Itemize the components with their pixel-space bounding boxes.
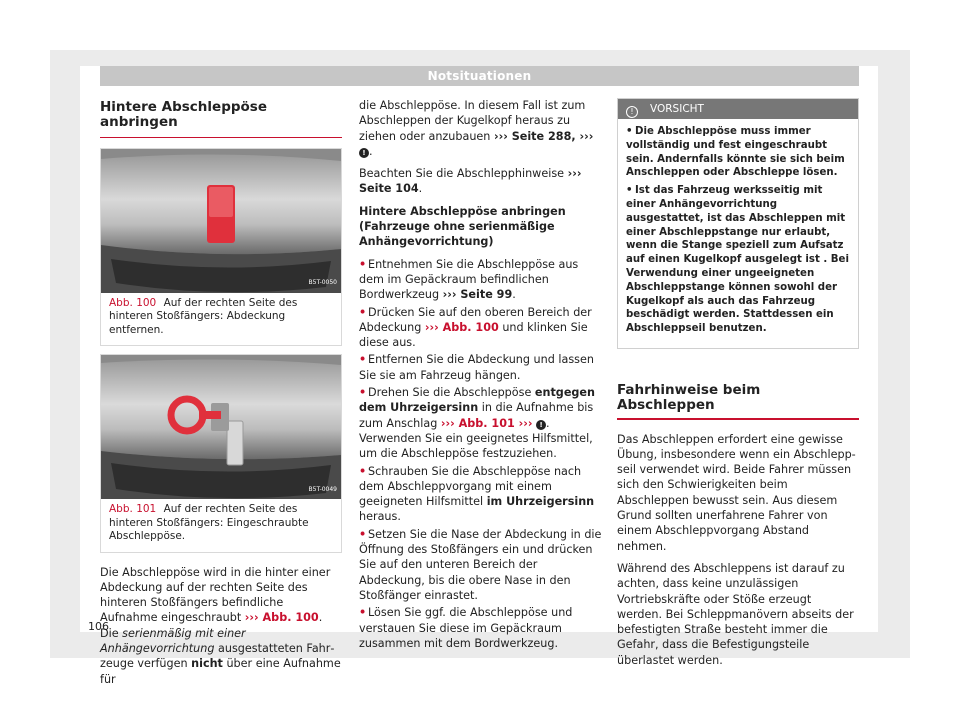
bullet-icon: • xyxy=(626,126,633,137)
towing-eye-illustration xyxy=(101,355,341,499)
body-paragraph: Während des Abschleppens ist darauf zu achten, dass keine unzulässigen Vortriebskräfte oder Stöße erzeugt werden. Bei Schleppmanövern abseits der befestigten Straße besteht immer die Gefahr, dass die Befestigungsteile überlastet werden. xyxy=(617,561,854,667)
section-title: Fahrhinweise beim Abschleppen xyxy=(617,377,859,420)
bullet-icon: • xyxy=(626,185,633,197)
text-run: nicht xyxy=(191,657,223,671)
bullet-icon: • xyxy=(359,353,367,367)
text-run: Schrauben Sie die Abschleppöse nach dem Abschleppvorgang mit einem geeigneten Hilfsmittel xyxy=(359,464,582,509)
caution-body xyxy=(618,119,858,348)
text-run: Entfernen Sie die Abdeckung und lassen Sie sie am Fahrzeug hängen. xyxy=(359,353,594,382)
bullet-icon: • xyxy=(359,606,367,620)
bullet-icon: • xyxy=(359,257,367,271)
figure-caption-text: Auf der rechten Seite des hinteren Stoßfängers: Abdeckung entfernen. xyxy=(109,296,298,336)
page-number: 106 xyxy=(88,620,109,633)
bullet-icon: • xyxy=(359,386,367,400)
bullet-item xyxy=(359,352,604,383)
text-run: . Die xyxy=(100,611,323,640)
text-run: Ist das Fahrzeug werksseitig mit einer Anhängevorrichtung ausgestattet, ist das Abschleppen mit einer Abschleppstange nur erlaubt, wenn die Stange speziell zum Aufsatz auf einen Kugelkopf ausgelegt ist . Bei Verwendung einer ungeeigneten Abschleppstange können sowohl der Kugelkopf als auch das Fahrzeug beschädigt werden. Stattdessen ein Abschleppseil benutzen. xyxy=(626,185,849,335)
figure-label: Abb. 101 xyxy=(109,503,157,516)
body-paragraph xyxy=(100,565,342,687)
text-run: Beachten Sie die Abschlepphinweise xyxy=(359,167,568,181)
caution-item xyxy=(626,125,850,180)
bullet-item xyxy=(359,464,604,525)
warning-icon: ! xyxy=(359,148,369,158)
caution-item xyxy=(626,184,850,336)
bumper-cover-image xyxy=(101,149,341,293)
text-run: . Verwenden Sie ein geeignetes Hilfsmittel, um die Abschleppöse festzuziehen. xyxy=(359,416,593,461)
column-1 xyxy=(100,98,342,694)
page-ref-link[interactable]: ››› Seite 104 xyxy=(359,167,582,196)
column-2 xyxy=(359,98,604,653)
page-ref-link[interactable]: ››› Seite 288, ››› xyxy=(493,129,594,143)
text-run: Drehen Sie die Abschleppöse xyxy=(368,386,535,400)
figure-ref-link[interactable]: ››› Abb. 100 xyxy=(244,611,319,625)
warning-icon: ! xyxy=(626,106,638,118)
towing-eye-image xyxy=(101,355,341,499)
figure-label: Abb. 100 xyxy=(109,296,157,309)
bullet-item xyxy=(359,605,604,651)
caution-box xyxy=(617,98,859,349)
bullet-icon: • xyxy=(359,464,367,478)
figure-ref-link[interactable]: ››› Abb. 100 xyxy=(424,320,499,334)
bullet-icon: • xyxy=(359,305,367,319)
page-ref-link[interactable]: ››› Seite 99 xyxy=(442,288,513,302)
figure-caption xyxy=(101,499,341,552)
image-code: B5T-0049 xyxy=(308,485,337,493)
warning-icon: ! xyxy=(536,420,546,430)
text-run: serienmäßig mit einer Anhängevorrichtung xyxy=(100,626,246,656)
sub-heading: Hintere Abschleppöse anbringen (Fahrzeuge ohne serienmäßige Anhängevorrichtung) xyxy=(359,204,566,249)
text-run: über eine Aufnahme für xyxy=(100,657,341,686)
caution-header xyxy=(618,99,858,119)
bullet-item xyxy=(359,385,604,461)
text-run: und klinken Sie diese aus. xyxy=(359,320,588,350)
figure-caption-text: Auf der rechten Seite des hinteren Stoßfängers: Eingeschraubte Abschleppöse. xyxy=(109,503,309,543)
bullet-item: • Entnehmen Sie die Abschleppöse aus dem im Gepäckraum befindlichen Bordwerkzeug ››› Seite 99. xyxy=(359,257,579,302)
body-paragraph: Das Abschleppen erfordert eine gewisse Übung, insbesondere wenn ein Abschleppseil verwendet wird. Beide Fahrer müssen sich den Schwierigkeiten beim Abschleppen bewusst sein. Aus diesem Grund sollten unerfahrene Fahrer von einem Abschleppvorgang Abstand nehmen. xyxy=(617,432,856,553)
figure-101 xyxy=(100,354,342,553)
figure-ref-link[interactable]: ››› Abb. 101 ››› xyxy=(440,416,533,430)
text-run: die Abschleppöse. In diesem Fall ist zum Abschleppen der Kugelkopf heraus zu ziehen oder anzubauen xyxy=(359,99,586,143)
caution-title: VORSICHT xyxy=(650,103,704,115)
text-run: Lösen Sie ggf. die Abschleppöse und verstauen Sie diese im Gepäckraum zusammen mit dem Bordwerkzeug. xyxy=(359,606,573,650)
text-run: ausgestatteten Fahrzeuge verfügen xyxy=(100,642,335,671)
text-run: heraus. xyxy=(359,510,401,524)
bullet-item xyxy=(359,527,604,603)
bullet-icon: • xyxy=(359,527,367,541)
image-code: B5T-0050 xyxy=(308,279,337,287)
text-run: in die Aufnahme bis zum Anschlag xyxy=(359,401,594,430)
text-run: im Uhrzeigersinn xyxy=(486,495,595,509)
column-3 xyxy=(617,98,859,675)
bullet-item xyxy=(359,305,604,351)
figure-100 xyxy=(100,148,342,347)
chapter-header: Notsituationen xyxy=(100,66,859,86)
section-title: Hintere Abschleppöse anbringen xyxy=(100,98,342,138)
text-run: entgegen dem Uhrzeigersinn xyxy=(359,386,595,415)
text-run: Entnehmen Sie die Abschleppöse aus dem im Gepäckraum befindlichen Bordwerkzeug xyxy=(359,257,579,302)
text-run: Die Abschleppöse muss immer vollständig und fest eingeschraubt sein. Andernfalls könnte sie sich beim Anschleppen oder Abschleppe lösen. xyxy=(626,126,845,179)
text-run: Setzen Sie die Nase der Abdeckung in die Öffnung des Stoßfängers ein und drücken Sie auf den unteren Bereich der Abdeckung, bis die obere Nase in den Stoßfänger einrastet. xyxy=(359,527,602,602)
body-paragraph: die Abschleppöse. In diesem Fall ist zum Abschleppen der Kugelkopf heraus zu ziehen oder anzubauen ››› Seite 288, ››› ! . xyxy=(359,99,594,158)
figure-caption xyxy=(101,293,341,346)
text-run: Drücken Sie auf den oberen Bereich der Abdeckung xyxy=(359,305,592,334)
bumper-cover-illustration xyxy=(101,149,341,293)
text-run: Die Abschleppöse wird in die hinter einer Abdeckung auf der rechten Seite des hinteren Stoßfängers befindliche Aufnahme eingeschraubt xyxy=(100,565,331,625)
body-paragraph: Beachten Sie die Abschlepphinweise ››› Seite 104. xyxy=(359,167,582,196)
